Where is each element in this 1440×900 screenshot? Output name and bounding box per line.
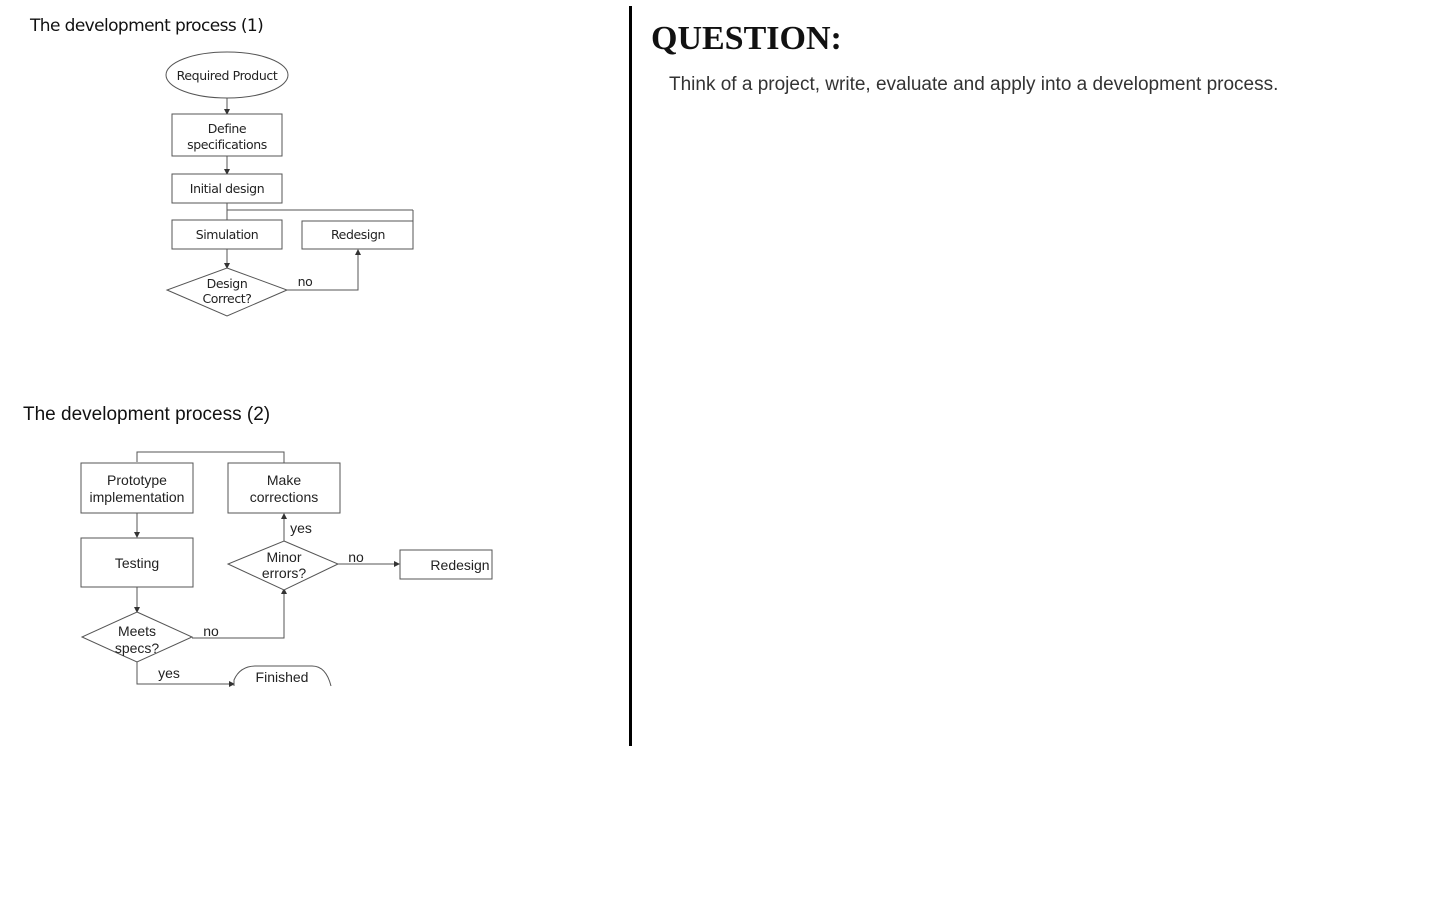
diagram1-title: The development process (1) xyxy=(30,16,264,36)
make-label-line1: Make xyxy=(266,472,302,488)
finished-label: Finished xyxy=(255,669,309,685)
flowchart-development-process-2 xyxy=(0,0,620,720)
meets-label-line2: specs? xyxy=(114,640,160,656)
edge-label-no-minor: no xyxy=(348,549,364,565)
diagram2-title: The development process (2) xyxy=(23,404,271,425)
define-label-line2: specifications xyxy=(187,137,267,152)
edge-label-no: no xyxy=(297,274,313,289)
prototype-label-line1: Prototype xyxy=(107,472,167,488)
prototype-implementation-node xyxy=(81,463,193,513)
minor-label-line2: errors? xyxy=(261,565,307,581)
edge-label-yes-meets: yes xyxy=(158,665,180,681)
edge-label-no-meets: no xyxy=(203,623,219,639)
make-corrections-node xyxy=(228,463,340,513)
edge-meets-yes-to-finished xyxy=(137,662,234,684)
testing-label: Testing xyxy=(114,555,160,571)
initial-design-label: Initial design xyxy=(189,181,265,196)
meets-label-line1: Meets xyxy=(117,623,157,639)
edge-label-yes-minor: yes xyxy=(290,520,312,536)
minor-label-line1: Minor xyxy=(266,549,302,565)
redesign-label-2: Redesign xyxy=(430,557,490,573)
decision-label-line2: Correct? xyxy=(202,291,252,306)
question-title: QUESTION: xyxy=(651,20,842,57)
question-text: Think of a project, write, evaluate and apply into a development process. xyxy=(669,74,1279,95)
prototype-label-line2: implementation xyxy=(89,489,185,505)
make-label-line2: corrections xyxy=(249,489,319,505)
vertical-divider xyxy=(629,6,632,746)
required-product-label: Required Product xyxy=(176,68,278,83)
define-label-line1: Define xyxy=(207,121,247,136)
edge-make-corrections-to-prototype xyxy=(137,452,284,463)
simulation-label: Simulation xyxy=(195,227,259,242)
redesign-label: Redesign xyxy=(330,227,386,242)
decision-label-line1: Design xyxy=(206,276,248,291)
